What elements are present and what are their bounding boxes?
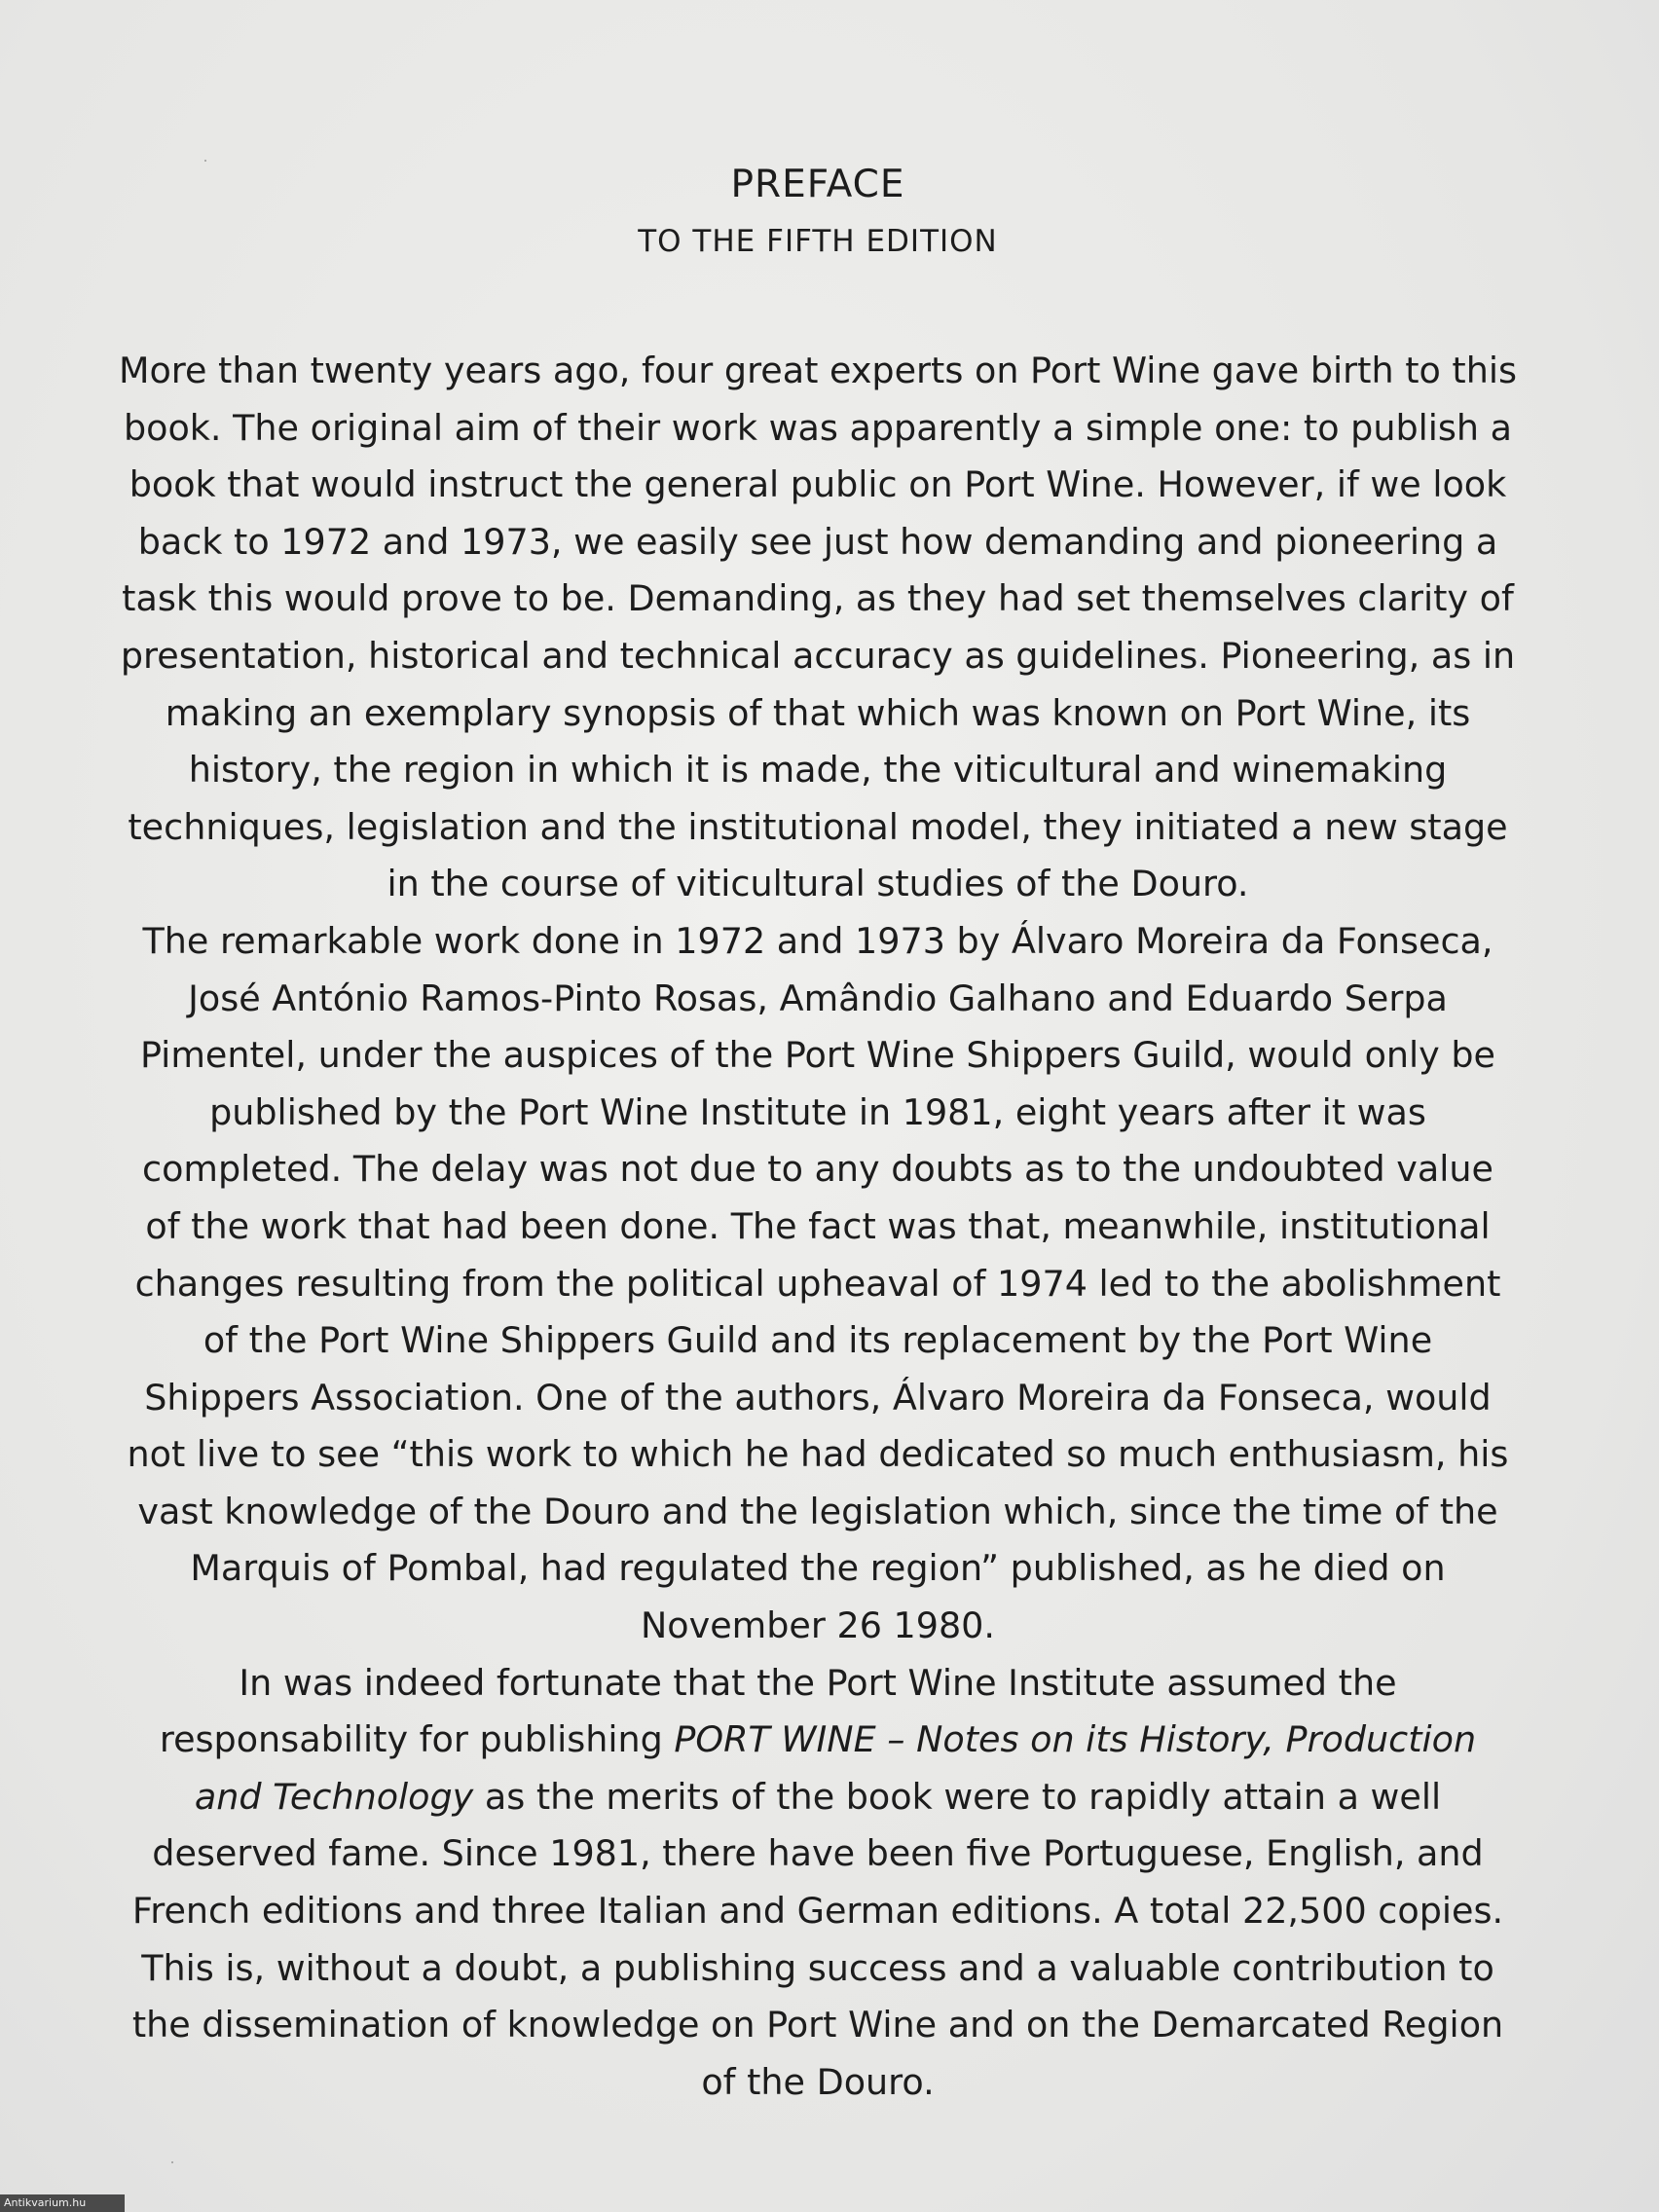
book-title-italic: PORT WINE – Notes on its History, Production [674,1718,1477,1761]
text-line: completed. The delay was not due to any doubts as to the undoubted value [142,1148,1493,1191]
text-segment: as the merits of the book were to rapidly attain a well [473,1775,1442,1818]
preface-body [107,343,1529,2111]
text-line: vast knowledge of the Douro and the legislation which, since the time of the [137,1490,1498,1532]
book-title-italic: and Technology [194,1775,474,1818]
text-line: task this would prove to be. Demanding, as they had set themselves clarity of [122,577,1514,620]
text-line: published by the Port Wine Institute in 1981, eight years after it was [209,1090,1426,1133]
text-line: Marquis of Pombal, had regulated the region” published, as he died on [190,1547,1446,1590]
page-title: PREFACE [730,163,905,206]
text-line: More than twenty years ago, four great experts on Port Wine gave birth to this [118,350,1518,391]
text-line: book that would instruct the general public on Port Wine. However, if we look [129,463,1507,506]
text-line: French editions and three Italian and German editions. A total 22,500 copies. [131,1890,1504,1933]
paper-speck [204,160,206,162]
text-line: deserved fame. Since 1981, there have been five Portuguese, English, and [152,1832,1484,1875]
text-line: of the Port Wine Shippers Guild and its replacement by the Port Wine [203,1319,1433,1362]
text-line: This is, without a doubt, a publishing success and a valuable contribution to [141,1946,1494,1989]
text-line: back to 1972 and 1973, we easily see just how demanding and pioneering a [137,520,1498,563]
text-line: presentation, historical and technical accuracy as guidelines. Pioneering, as in [120,634,1516,677]
text-line [107,1712,1529,1769]
text-line: making an exemplary synopsis of that which was known on Port Wine, its [165,691,1471,734]
text-line: techniques, legislation and the institutional model, they initiated a new stage [128,805,1508,848]
document-page [107,163,1529,2111]
text-line: changes resulting from the political upheaval of 1974 led to the abolishment [134,1262,1501,1305]
paper-speck [171,2161,173,2163]
text-line [107,1769,1529,1826]
page-subtitle: TO THE FIFTH EDITION [638,224,998,259]
text-line: Shippers Association. One of the authors, Álvaro Moreira da Fonseca, would [144,1376,1492,1419]
text-line: José António Ramos-Pinto Rosas, Amândio Galhano and Eduardo Serpa [188,977,1448,1019]
text-line: The remarkable work done in 1972 and 1973 by Álvaro Moreira da Fonseca, [142,919,1493,962]
text-line: In was indeed fortunate that the Port Wine Institute assumed the [239,1661,1397,1704]
text-line: of the Douro. [701,2060,935,2103]
text-line: book. The original aim of their work was apparently a simple one: to publish a [123,406,1513,449]
text-segment: responsability for publishing [159,1718,675,1761]
text-line: November 26 1980. [640,1604,996,1647]
text-line: of the work that had been done. The fact was that, meanwhile, institutional [145,1204,1491,1247]
watermark-label: Antikvarium.hu [0,2194,125,2212]
text-line: the dissemination of knowledge on Port Wine and on the Demarcated Region [131,2004,1504,2046]
text-line: not live to see “this work to which he had dedicated so much enthusiasm, his [127,1433,1509,1476]
text-line: in the course of viticultural studies of the Douro. [387,863,1249,905]
text-line: Pimentel, under the auspices of the Port Wine Shippers Guild, would only be [139,1034,1496,1077]
text-line: history, the region in which it is made, the viticultural and winemaking [188,749,1448,792]
